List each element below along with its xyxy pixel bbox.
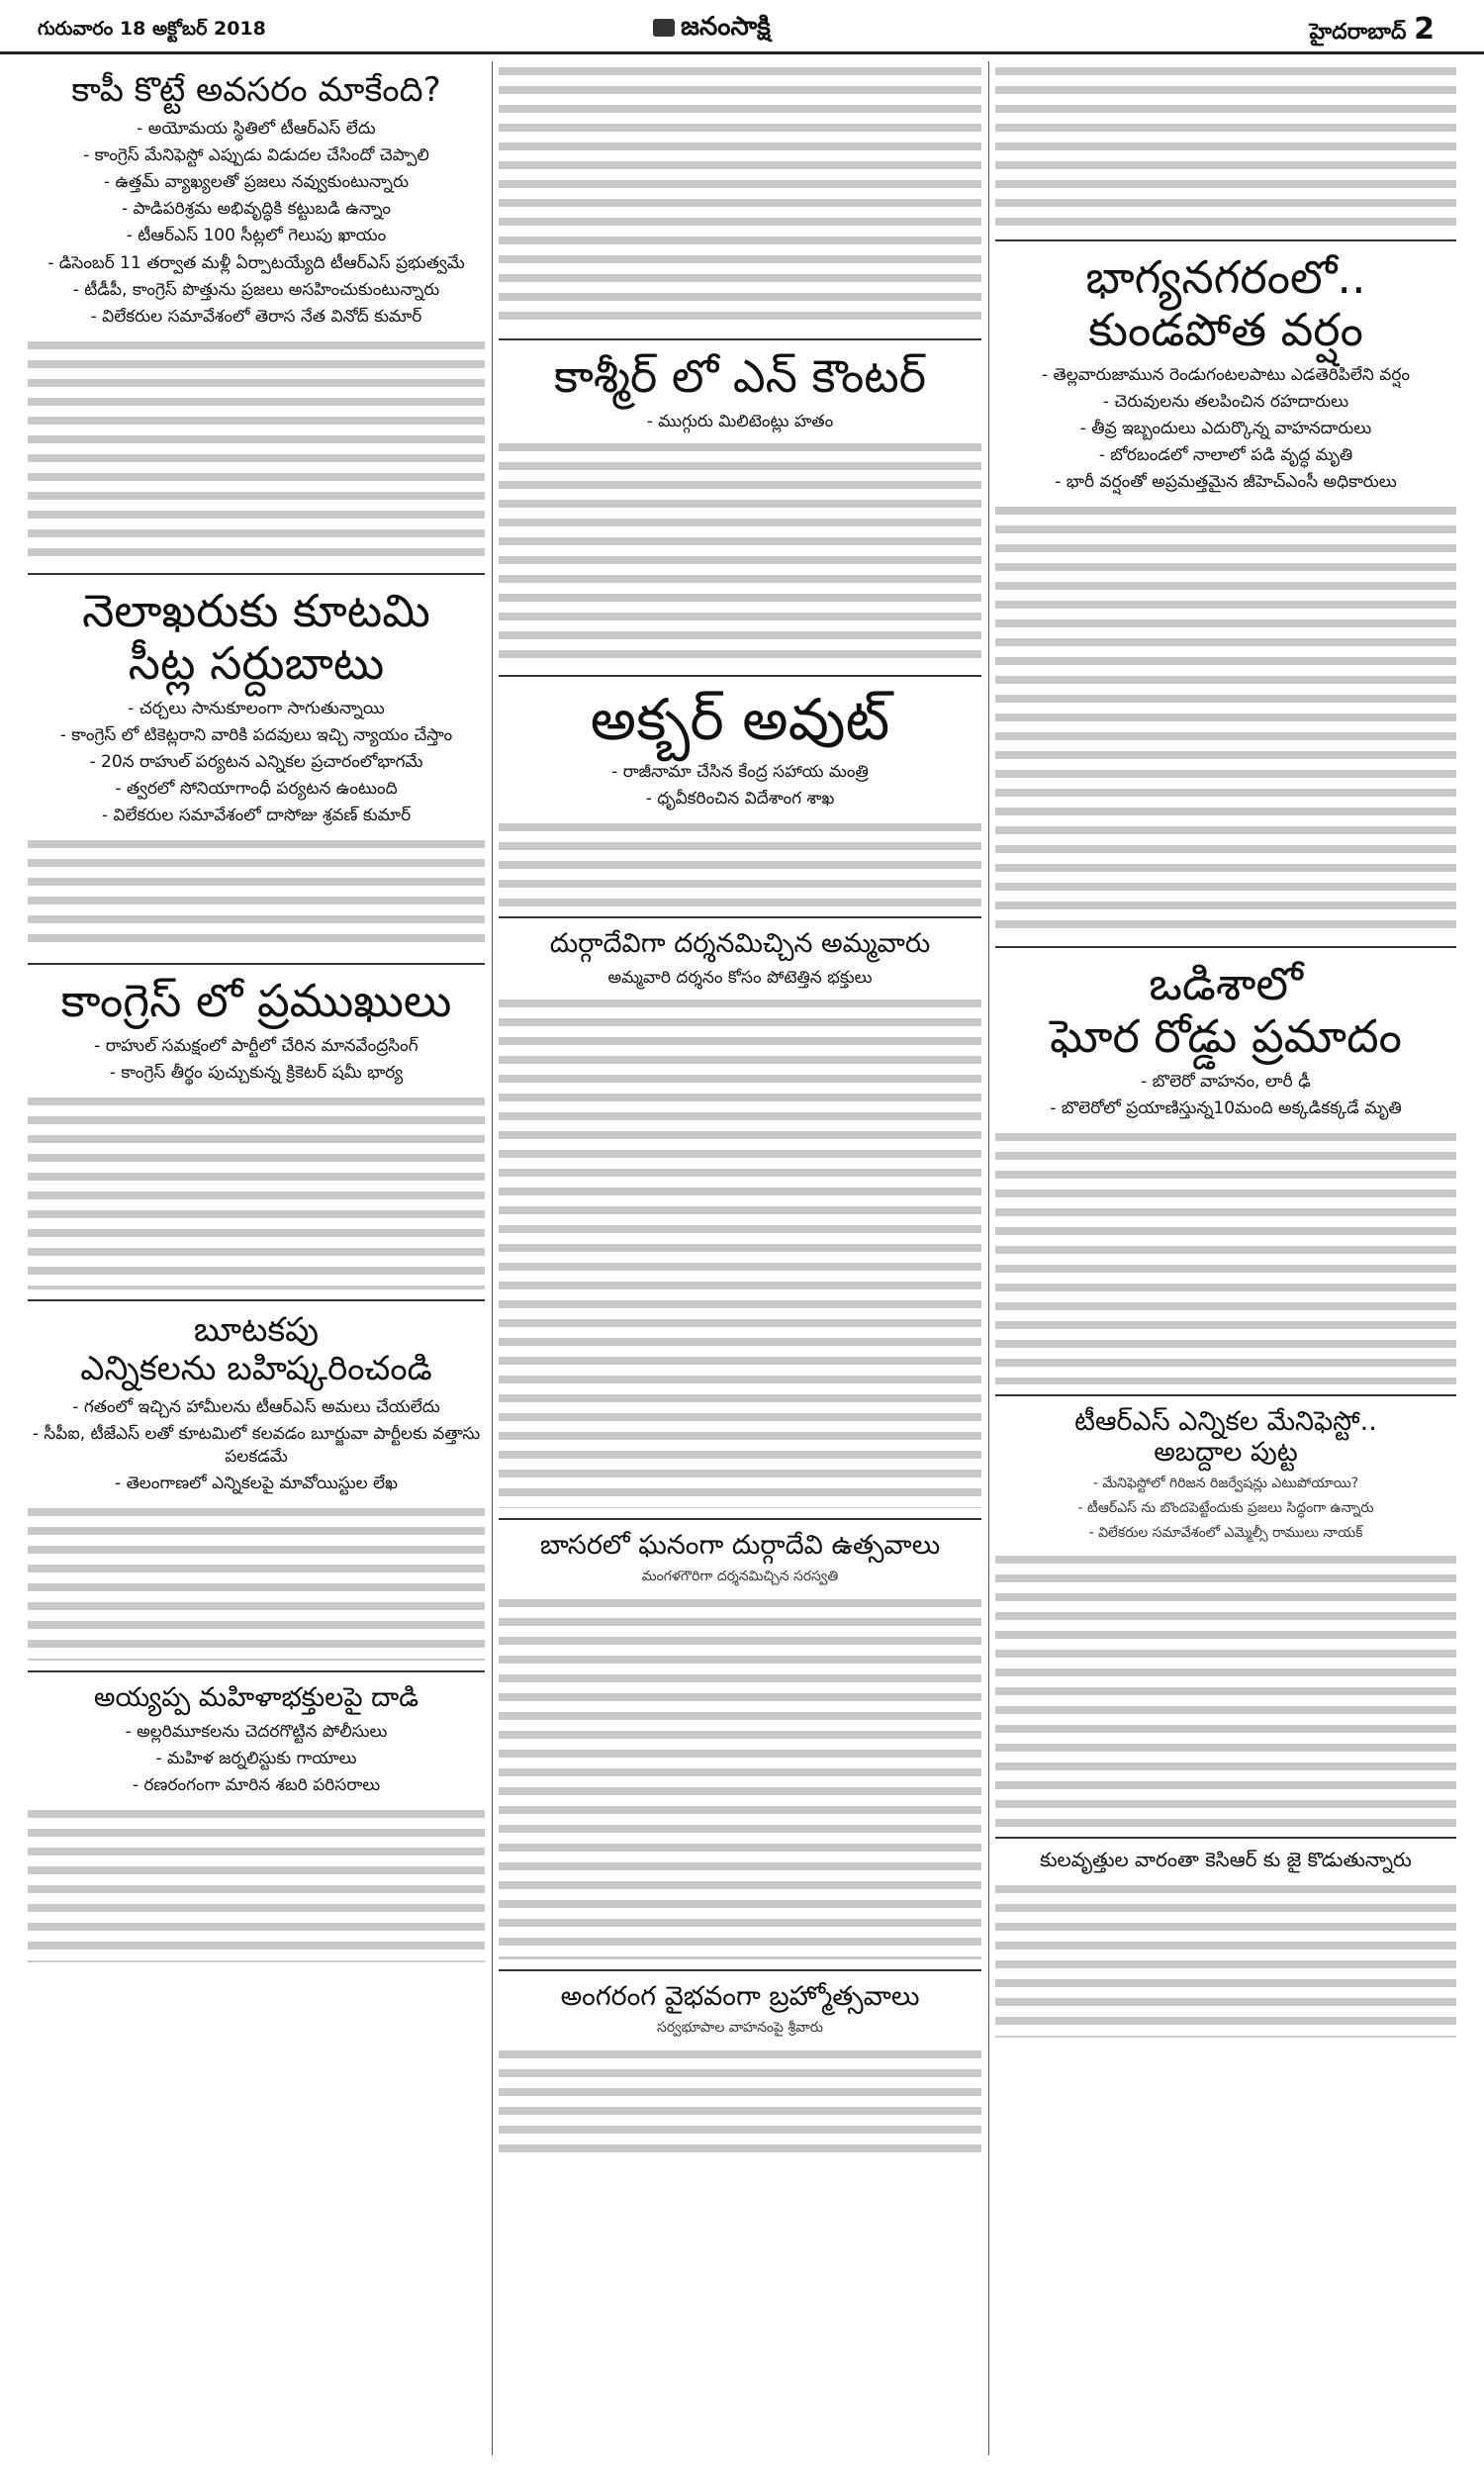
subhead: అమ్మవారి దర్శనం కోసం పోటెత్తిన భక్తులు <box>607 967 873 988</box>
headline <box>995 958 1456 1063</box>
divider <box>995 946 1456 948</box>
article-congress-joinings <box>28 975 485 1289</box>
edition-city <box>1309 12 1435 49</box>
article-body <box>499 994 981 1508</box>
article-body <box>28 1502 485 1661</box>
masthead <box>0 0 1484 54</box>
headline-line: బూటకపు <box>193 1310 320 1351</box>
article-durga-darshan <box>499 928 981 1508</box>
column-divider <box>988 61 989 2455</box>
subhead: - అల్లరిమూకలను చెదరగొట్టిన పోలీసులు <box>125 1721 388 1742</box>
article-body <box>499 2045 981 2163</box>
kicker: మంగళగౌరిగా దర్శనమిచ్చిన సరస్వతి <box>641 1569 839 1585</box>
subhead: - చర్చలు సానుకూలంగా సాగుతున్నాయి <box>128 698 385 718</box>
subhead: - కాంగ్రెస్ లో టికెట్లరాని వారికి పదవులు ఇచ్చి న్యాయం చేస్తాం <box>59 724 453 745</box>
divider <box>499 338 981 340</box>
divider <box>28 573 485 575</box>
article-copy-allegation <box>28 71 485 563</box>
headline-line: ఎన్నికలను బహిష్కరించండి <box>80 1349 432 1389</box>
column-divider <box>492 61 493 2455</box>
article-body <box>995 61 1456 230</box>
divider <box>28 1670 485 1672</box>
kicker: - టీఆర్ఎస్ ను బొందపెట్టేందుకు ప్రజలు సిద్ధంగా ఉన్నారు <box>1077 1500 1374 1517</box>
article-body <box>28 1092 485 1289</box>
article-brahmotsavam <box>499 1981 981 2163</box>
article-body <box>28 335 485 563</box>
article-body <box>995 501 1456 936</box>
divider <box>499 675 981 677</box>
subhead: - విలేకరుల సమావేశంలో తెరాస నేత వినోద్ కుమార్ <box>90 306 422 327</box>
article-body <box>499 61 981 329</box>
subhead: - బోరబండలో నాలాలో పడి వృద్ధ మృతి <box>1098 445 1353 466</box>
subhead: - తెల్లవారుజామున రెండుగంటలపాటు ఎడతెరిపిలేని వర్షం <box>1041 364 1411 385</box>
divider <box>499 916 981 918</box>
subhead: - డిసెంబర్ 11 తర్వాత మళ్లీ ఏర్పాటయ్యేది టీఆర్ఎస్ ప్రభుత్వమే <box>47 252 465 273</box>
headline-line: కుండపోత వర్షం <box>1088 302 1363 356</box>
kicker: - మేనిఫెస్టోలో గిరిజన రిజర్వేషన్లు ఎటుపోయాయి? <box>1092 1475 1359 1492</box>
newspaper-name: జనంసాక్షి <box>681 12 771 42</box>
subhead: - టీడీపీ, కాంగ్రెస్ పొత్తును ప్రజలు అసహించుకుంటున్నారు <box>72 279 440 300</box>
article-body <box>995 1550 1456 1827</box>
subhead: - తెలంగాణలో ఎన్నికలపై మావోయిస్టుల లేఖ <box>115 1473 398 1493</box>
subhead: - కాంగ్రెస్ తీర్థం పుచ్చుకున్న క్రికెటర్ షమీ భార్య <box>109 1063 404 1084</box>
subhead: - సీపీఐ, టీజేఎస్ లతో కూటమిలో కలవడం బూర్జువా పార్టీలకు వత్తాసు పలకడమే <box>32 1424 481 1467</box>
subhead: - ఉత్తమ్ వ్యాఖ్యలతో ప్రజలు నవ్వుకుంటున్నారు <box>103 172 410 193</box>
headline-line: సీట్ల సర్దుబాటు <box>128 635 385 690</box>
page-number: 2 <box>1414 12 1435 47</box>
headline: దుర్గాదేవిగా దర్శనమిచ్చిన అమ్మవారు <box>549 927 931 959</box>
subhead: - బొలెరో వాహనం, లారీ ఢీ <box>1141 1072 1311 1093</box>
column-middle <box>499 61 981 2455</box>
article-boycott-elections <box>28 1311 485 1661</box>
subhead: - అయోమయ స్థితిలో టీఆర్ఎస్ లేదు <box>137 119 376 140</box>
kicker: సర్వభూపాల వాహనంపై శ్రీవారు <box>657 2020 823 2037</box>
subheads <box>995 364 1456 493</box>
subhead: - కాంగ్రెస్ మేనిఫెస్టో ఎప్పుడు విడుదల చేసిందో చెప్పాలి <box>83 145 429 166</box>
subheads <box>499 761 981 809</box>
article-kashmir-encounter <box>499 350 981 665</box>
subhead: - ధృవీకరించిన విదేశాంగ శాఖ <box>645 788 835 809</box>
divider <box>28 963 485 965</box>
subheads <box>28 118 485 328</box>
headline: కాంగ్రెస్ లో ప్రముఖులు <box>60 974 452 1028</box>
divider <box>995 1394 1456 1396</box>
subhead: - త్వరలో సోనియాగాంధీ పర్యటన ఉంటుంది <box>115 778 398 799</box>
headline: అయ్యప్ప మహిళాభక్తులపై దాడి <box>93 1681 419 1713</box>
subhead: - ముగ్గురు మిలిటెంట్లు హతం <box>646 411 834 431</box>
subhead: - తీవ్ర ఇబ్బందులు ఎదుర్కొన్న వాహనదారులు <box>1079 418 1372 438</box>
article-akbar-out <box>499 687 981 906</box>
article-body <box>499 1593 981 1959</box>
divider <box>28 1299 485 1301</box>
headline <box>28 585 485 690</box>
article-ayyappa-attack <box>28 1682 485 1962</box>
headline-line: భాగ్యనగరంలో.. <box>1085 250 1366 304</box>
headline-line: టీఆర్ఎస్ ఎన్నికల మేనిఫెస్టో.. <box>1074 1406 1377 1438</box>
subhead: - గతంలో ఇచ్చిన హామీలను టీఆర్ఎస్ అమలు చేయలేదు <box>72 1397 440 1418</box>
article-body <box>28 1804 485 1962</box>
subhead: - భారీ వర్షంతో అప్రమత్తమైన జీహెచ్ఎంసీ అధికారులు <box>1055 472 1397 493</box>
article-trs-manifesto <box>995 1406 1456 1827</box>
headline-line: నెలాఖరుకు కూటమి <box>82 583 430 637</box>
subhead: - బొలెరోలో ప్రయాణిస్తున్న10మంది అక్కడికక్కడే మృతి <box>1050 1098 1402 1119</box>
subhead: - చెరువులను తలపించిన రహదారులు <box>1102 391 1349 412</box>
article-body <box>995 1127 1456 1384</box>
column-left <box>28 61 485 2455</box>
subhead: - రాజీనామా చేసిన కేంద్ర సహాయ మంత్రి <box>611 761 869 782</box>
headline <box>995 251 1456 356</box>
headline <box>995 1406 1456 1468</box>
subheads <box>28 1396 485 1493</box>
headline: అంగరంగ వైభవంగా బ్రహ్మోత్సవాలు <box>560 1981 920 2013</box>
headline: అక్బర్ అవుట్ <box>590 685 890 753</box>
article-body <box>28 834 485 953</box>
article-body <box>995 1879 1456 2038</box>
divider <box>499 1518 981 1520</box>
article-hyderabad-rain <box>995 251 1456 936</box>
subheads <box>28 698 485 826</box>
headline: కులవృత్తుల వారంతా కెసిఆర్ కు జై కొడుతున్నారు <box>1040 1848 1412 1872</box>
subhead: - మహిళ జర్నలిస్టుకు గాయాలు <box>155 1748 357 1768</box>
newspaper-logo <box>653 12 771 48</box>
column-right <box>995 61 1456 2455</box>
logo-icon <box>653 19 675 37</box>
article-kcr-support <box>995 1849 1456 2038</box>
article-odisha-accident <box>995 958 1456 1384</box>
headline: కాశ్మీర్ లో ఎన్ కౌంటర్ <box>553 349 927 403</box>
issue-date: గురువారం 18 అక్టోబర్ 2018 <box>38 18 266 40</box>
article-basara-festival <box>499 1530 981 1959</box>
subhead: - విలేకరుల సమావేశంలో దాసోజు శ్రవణ్ కుమార్ <box>101 806 412 825</box>
divider <box>499 1969 981 1971</box>
article-alliance-seats <box>28 585 485 953</box>
headline-line: అబద్దాల పుట్ట <box>1154 1437 1298 1469</box>
headline: కాపీ కొట్టే అవసరం మాకేంది? <box>71 70 441 110</box>
headline <box>28 1311 485 1388</box>
subheads <box>28 1035 485 1084</box>
subhead: - రాహుల్ సమక్షంలో పార్టీలో చేరిన మానవేంద్రసింగ్ <box>94 1035 418 1056</box>
article-body <box>499 437 981 665</box>
subhead: - రణరంగంగా మారిన శబరి పరిసరాలు <box>132 1774 381 1795</box>
subhead: - టీఆర్ఎస్ 100 సీట్లలో గెలుపు ఖాయం <box>126 226 387 246</box>
subhead: - 20న రాహుల్ పర్యటన ఎన్నికల ప్రచారంలోభాగమే <box>89 751 423 772</box>
divider <box>995 1837 1456 1839</box>
headline-line: ఘోర రోడ్డు ప్రమాదం <box>1050 1009 1402 1064</box>
headline: బాసరలో ఘనంగా దుర్గాదేవి ఉత్సవాలు <box>539 1530 941 1561</box>
subheads <box>28 1721 485 1796</box>
kicker: - విలేకరుల సమావేశంలో ఎమ్మెల్సీ రాములు నాయక్ <box>1088 1525 1363 1542</box>
divider <box>995 239 1456 241</box>
article-body <box>499 817 981 906</box>
city-name: హైదరాబాద్ <box>1309 20 1407 45</box>
headline-line: ఒడిశాలో <box>1149 957 1303 1011</box>
subhead: - పాడిపరిశ్రమ అభివృద్ధికి కట్టుబడి ఉన్నాం <box>121 199 392 220</box>
subheads <box>995 1071 1456 1119</box>
